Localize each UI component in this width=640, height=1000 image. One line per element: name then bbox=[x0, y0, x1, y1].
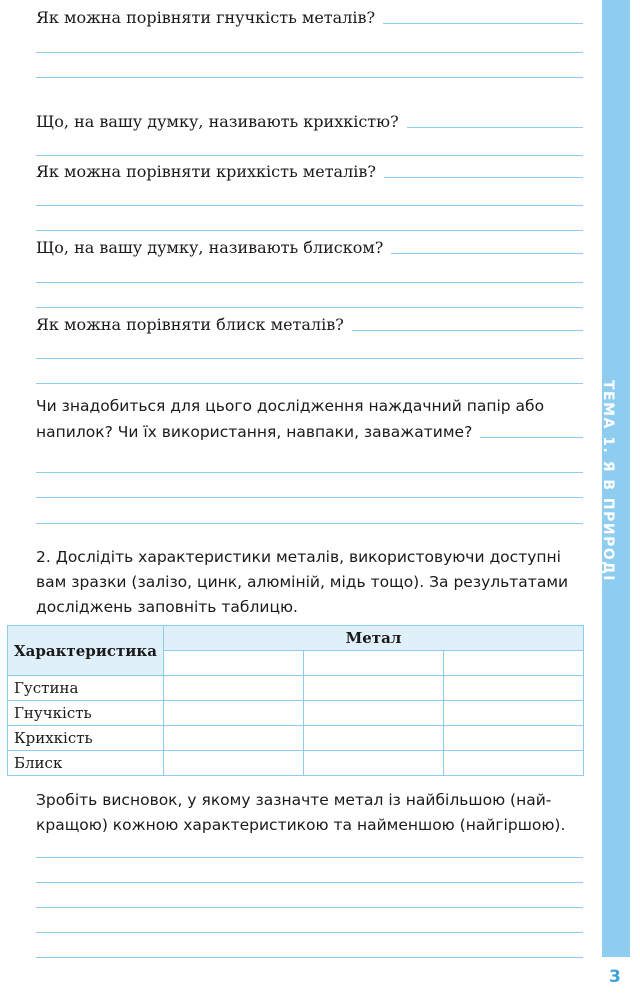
row-label-density: Густина bbox=[8, 676, 164, 701]
answer-line[interactable] bbox=[383, 23, 583, 24]
answer-line[interactable] bbox=[391, 253, 583, 254]
answer-line[interactable] bbox=[36, 523, 583, 524]
row-label-flexibility: Гнучкість bbox=[8, 701, 164, 726]
metal-name-cell[interactable] bbox=[304, 651, 444, 676]
question-brittleness-definition bbox=[36, 110, 583, 132]
task-text-line: 2. Дослідіть характеристики металів, використовуючи доступні bbox=[36, 548, 561, 566]
value-cell[interactable] bbox=[164, 751, 304, 776]
value-cell[interactable] bbox=[304, 676, 444, 701]
value-cell[interactable] bbox=[444, 676, 584, 701]
task-2-instructions bbox=[36, 545, 584, 620]
answer-line[interactable] bbox=[384, 177, 583, 178]
question-sandpaper bbox=[36, 394, 584, 419]
question-text: Як можна порівняти гнучкість металів? bbox=[36, 8, 376, 27]
question-text: Що, на вашу думку, називають блиском? bbox=[36, 238, 384, 257]
task-text-line: вам зразки (залізо, цинк, алюміній, мідь тощо). За результатами bbox=[36, 573, 569, 591]
answer-line[interactable] bbox=[36, 307, 583, 308]
metal-name-cell[interactable] bbox=[444, 651, 584, 676]
metals-table bbox=[7, 625, 584, 776]
answer-line[interactable] bbox=[407, 127, 583, 128]
answer-line[interactable] bbox=[36, 932, 583, 933]
theme-title: ТЕМА 1. Я В ПРИРОДІ bbox=[600, 380, 616, 582]
table-row bbox=[8, 726, 584, 751]
answer-line[interactable] bbox=[36, 472, 583, 473]
question-text-line: Чи знадобиться для цього дослідження наждачний папір або bbox=[36, 397, 545, 415]
row-label-luster: Блиск bbox=[8, 751, 164, 776]
value-cell[interactable] bbox=[444, 701, 584, 726]
value-cell[interactable] bbox=[164, 676, 304, 701]
conclusion-text-line: Зробіть висновок, у якому зазначте метал із найбільшою (най- bbox=[36, 791, 552, 809]
answer-line[interactable] bbox=[36, 77, 583, 78]
row-label-brittleness: Крихкість bbox=[8, 726, 164, 751]
answer-line[interactable] bbox=[36, 52, 583, 53]
answer-line[interactable] bbox=[36, 907, 583, 908]
answer-line[interactable] bbox=[36, 882, 583, 883]
question-flexibility-compare bbox=[36, 6, 583, 28]
answer-line[interactable] bbox=[352, 330, 583, 331]
answer-line[interactable] bbox=[36, 230, 583, 231]
answer-line[interactable] bbox=[36, 282, 583, 283]
answer-line[interactable] bbox=[36, 205, 583, 206]
question-luster-compare bbox=[36, 313, 583, 335]
table-row bbox=[8, 701, 584, 726]
value-cell[interactable] bbox=[304, 726, 444, 751]
metal-name-cell[interactable] bbox=[164, 651, 304, 676]
answer-line[interactable] bbox=[36, 358, 583, 359]
question-text-line: напилок? Чи їх використання, навпаки, заважатиме? bbox=[36, 423, 473, 441]
answer-line[interactable] bbox=[36, 957, 583, 958]
value-cell[interactable] bbox=[164, 726, 304, 751]
value-cell[interactable] bbox=[444, 751, 584, 776]
conclusion-text-line: кращою) кожною характеристикою та найменшою (найгіршою). bbox=[36, 816, 566, 834]
answer-line[interactable] bbox=[36, 155, 583, 156]
question-text: Що, на вашу думку, називають крихкістю? bbox=[36, 112, 399, 131]
table-row bbox=[8, 751, 584, 776]
answer-line[interactable] bbox=[36, 383, 583, 384]
page-number: 3 bbox=[609, 967, 621, 987]
question-text: Як можна порівняти блиск металів? bbox=[36, 315, 344, 334]
answer-line[interactable] bbox=[36, 857, 583, 858]
header-metal: Метал bbox=[164, 626, 584, 651]
question-brittleness-compare bbox=[36, 160, 583, 182]
question-luster-definition bbox=[36, 236, 583, 258]
task-text-line: досліджень заповніть таблицю. bbox=[36, 598, 298, 616]
question-sandpaper-line2 bbox=[36, 420, 583, 442]
answer-line[interactable] bbox=[480, 437, 583, 438]
value-cell[interactable] bbox=[304, 751, 444, 776]
value-cell[interactable] bbox=[444, 726, 584, 751]
value-cell[interactable] bbox=[164, 701, 304, 726]
table-row bbox=[8, 676, 584, 701]
answer-line[interactable] bbox=[36, 497, 583, 498]
conclusion-instructions bbox=[36, 788, 584, 838]
question-text: Як можна порівняти крихкість металів? bbox=[36, 162, 376, 181]
header-characteristic: Характеристика bbox=[8, 626, 164, 676]
value-cell[interactable] bbox=[304, 701, 444, 726]
